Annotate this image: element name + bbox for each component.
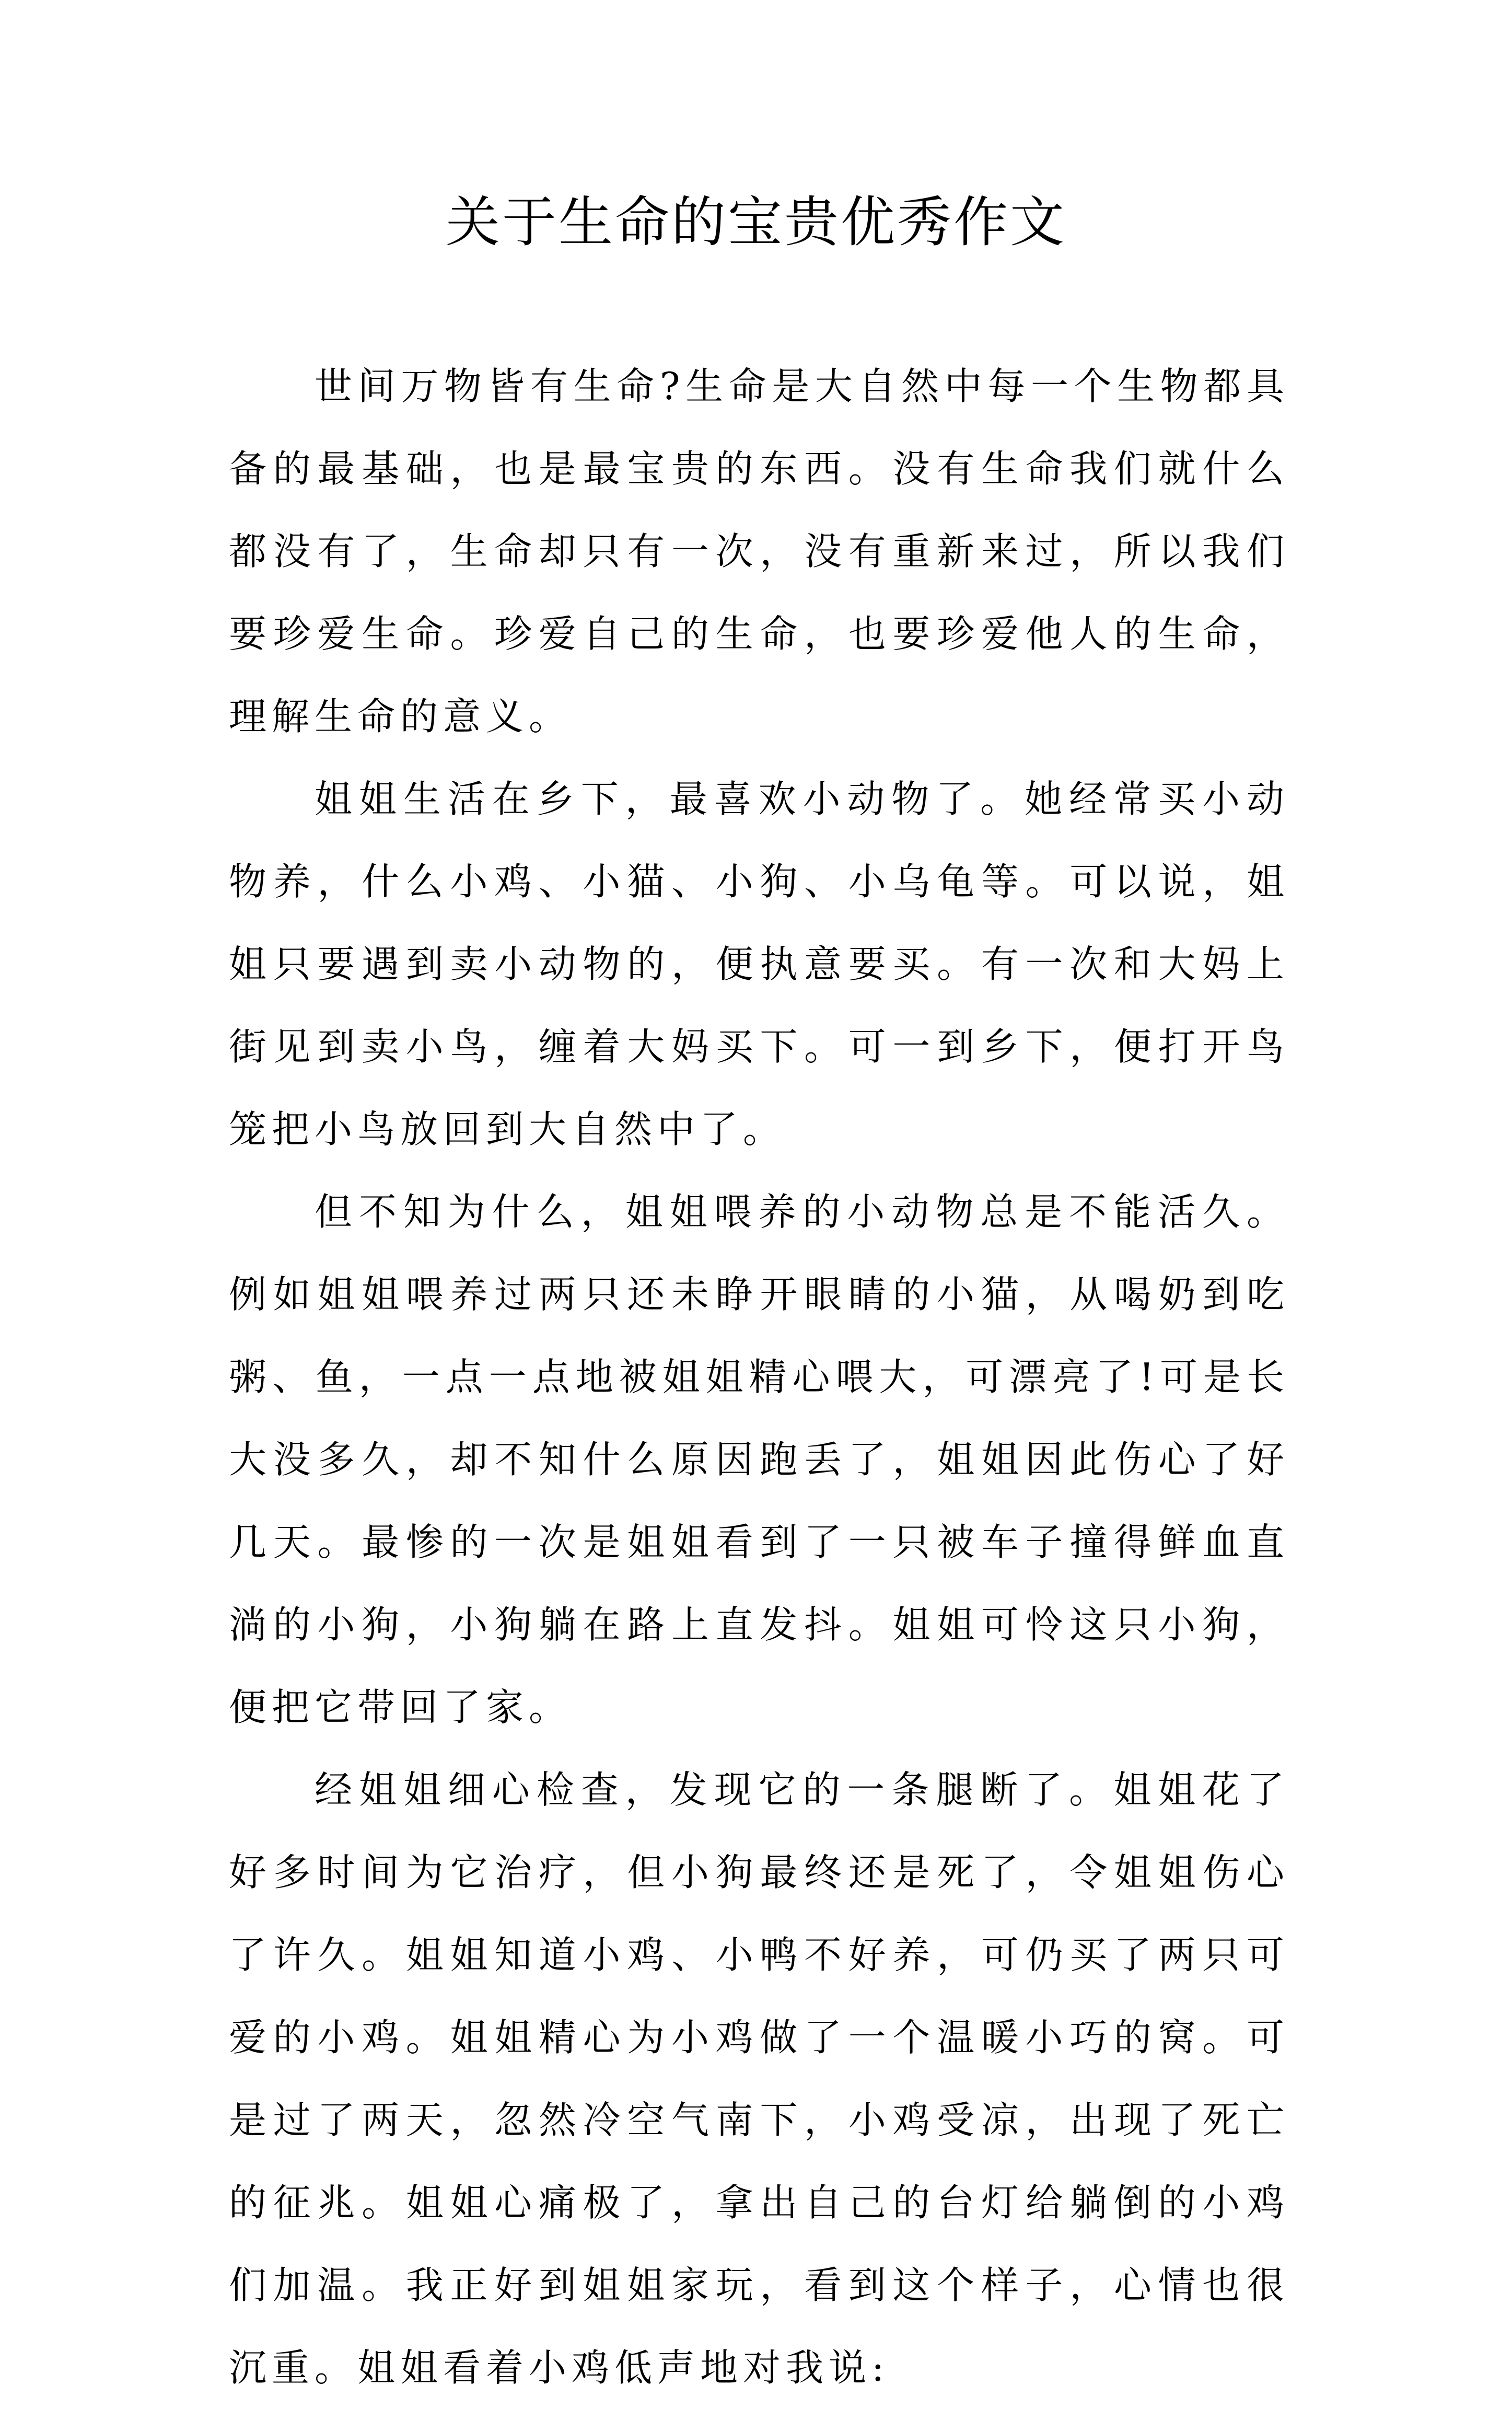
paragraph: 经姐姐细心检查，发现它的一条腿断了。姐姐花了好多时间为它治疗，但小狗最终还是死了，令姐姐伤心了许久。姐姐知道小鸡、小鸭不好养，可仍买了两只可爱的小鸡。姐姐精心为小鸡做了一个温暖小巧的窝。可是过了两天，忽然冷空气南下，小鸡受凉，出现了死亡的征兆。姐姐心痛极了，拿出自己的台灯给躺倒的小鸡们加温。我正好到姐姐家玩，看到这个样子，心情也很沉重。姐姐看着小鸡低声地对我说: xyxy=(229,1768,1289,2390)
document-title: 关于生命的宝贵优秀作文 xyxy=(445,190,1066,254)
document-body xyxy=(229,345,1289,2409)
paragraph: 世间万物皆有生命?生命是大自然中每一个生物都具备的最基础，也是最宝贵的东西。没有生命我们就什么都没有了，生命却只有一次，没有重新来过，所以我们要珍爱生命。珍爱自己的生命，也要珍爱他人的生命，理解生命的意义。 xyxy=(229,364,1289,738)
paragraph: 姐姐生活在乡下，最喜欢小动物了。她经常买小动物养，什么小鸡、小猫、小狗、小乌龟等。可以说，姐姐只要遇到卖小动物的，便执意要买。有一次和大妈上街见到卖小鸟，缠着大妈买下。可一到乡下，便打开鸟笼把小鸟放回到大自然中了。 xyxy=(229,777,1289,1151)
paragraph: 但不知为什么，姐姐喂养的小动物总是不能活久。例如姐姐喂养过两只还未睁开眼睛的小猫，从喝奶到吃粥、鱼，一点一点地被姐姐精心喂大，可漂亮了!可是长大没多久，却不知什么原因跑丢了，姐姐因此伤心了好几天。最惨的一次是姐姐看到了一只被车子撞得鲜血直淌的小狗，小狗躺在路上直发抖。姐姐可怜这只小狗，便把它带回了家。 xyxy=(229,1190,1289,1729)
